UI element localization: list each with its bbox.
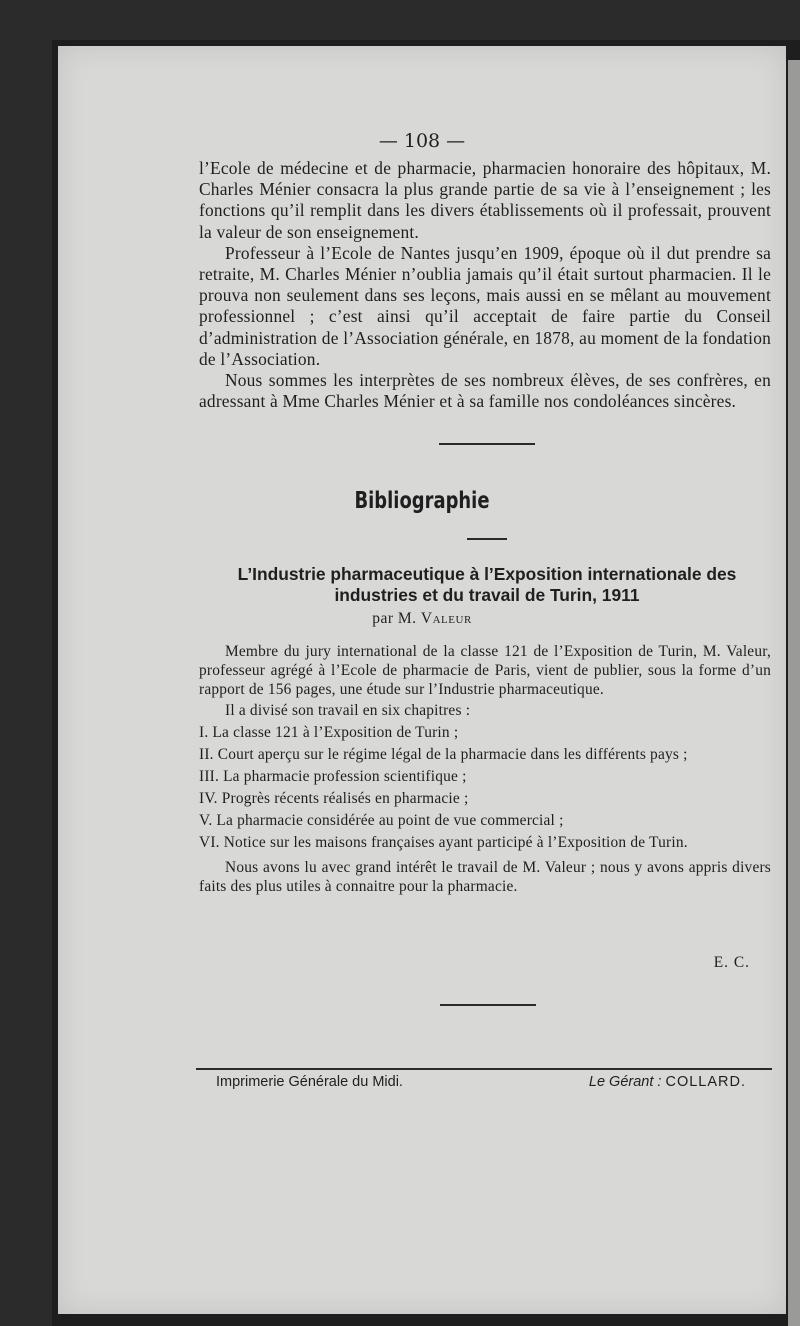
review-text [199,642,771,896]
chapter-item: I. La classe 121 à l’Exposition de Turin ; [199,724,459,741]
gerant-name: COLLARD. [665,1074,746,1090]
chapter-item: V. La pharmacie considérée au point de vue commercial ; [199,812,564,829]
gerant-imprint [589,1074,746,1090]
author-name: Valeur [420,610,472,627]
gerant-label: Le Gérant : [588,1074,662,1090]
chapter-item: IV. Progrès récents réalisés en pharmacie ; [199,790,469,807]
chapters-intro: Il a divisé son travail en six chapitres : [225,702,471,719]
obituary-paragraph: Professeur à l’Ecole de Nantes jusqu’en 1909, époque où il dut prendre sa retraite, M. Charles Ménier n’oublia jamais qu’il était surtout pharmacien. Il le prouva non seulement dans ses leçons, mais aussi en se mêlant au mouvement professionnel ; c’est ainsi qu’il acceptait de faire partie du Conseil d’administration de l’Association générale, en 1878, au moment de la fondation de l’Association. [199,242,771,369]
chapter-list [199,723,771,852]
divider-rule [467,538,507,540]
chapter-item: II. Court aperçu sur le régime légal de la pharmacie dans les différents pays ; [199,746,688,763]
obituary-paragraph: Nous sommes les interprètes de ses nombreux élèves, de ses confrères, en adressant à Mme Charles Ménier et à sa famille nos condoléances sincères. [199,370,771,412]
section-heading: Bibliographie [354,488,490,514]
book-title: L’Industrie pharmaceutique à l’Exposition internationale des industries et du travail de Turin, 1911 [237,564,737,605]
review-conclusion: Nous avons lu avec grand intérêt le travail de M. Valeur ; nous y avons appris divers faits des plus utiles à connaitre pour la pharmacie. [199,859,771,895]
divider-rule [440,1004,536,1006]
author-prefix: par M. [372,610,417,627]
document-page [58,46,786,1314]
book-binding-edge [788,60,800,1326]
obituary-paragraph: l’Ecole de médecine et de pharmacie, pharmacien honoraire des hôpitaux, M. Charles Ménier consacra la plus grande partie de sa vie à l’enseignement ; les fonctions qu’il remplit dans les divers établissements où il professait, prouvent la valeur de son enseignement. [199,158,771,242]
chapter-item: III. La pharmacie profession scientifique ; [199,768,467,785]
review-signature: E. C. [713,954,750,971]
review-intro: Membre du jury international de la classe 121 de l’Exposition de Turin, M. Valeur, professeur agrégé à l’Ecole de pharmacie de Paris, vient de publier, sous la forme d’un rapport de 156 pages, une étude sur l’Industrie pharmaceutique. [199,643,771,698]
printer-imprint: Imprimerie Générale du Midi. [216,1074,403,1090]
footer-rule [196,1068,772,1070]
obituary-text [199,158,771,412]
book-author [58,610,786,628]
chapter-item: VI. Notice sur les maisons françaises ayant participé à l’Exposition de Turin. [199,834,688,851]
divider-rule [439,443,535,445]
page-number: — 108 — [378,130,466,152]
